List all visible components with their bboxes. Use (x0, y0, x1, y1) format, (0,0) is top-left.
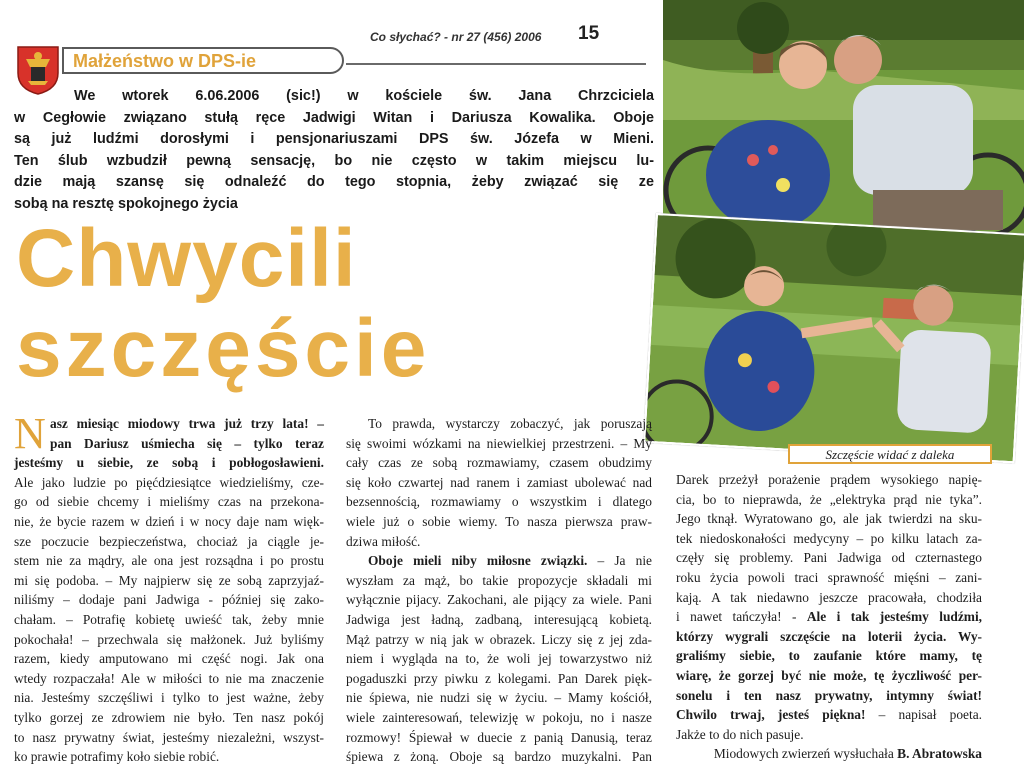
drop-cap: N (14, 409, 46, 458)
lead-line: są już ludźmi dorosłymi i pensjonariuszami DPS św. Józefa w Mieni. (14, 131, 654, 147)
text-line: stem nie za mądry, ale ona jest rozsądna i po prostu (14, 553, 324, 569)
lead-line: Ten ślub wzbudził pewną sensację, bo nie często w takim miejscu lu- (14, 152, 654, 169)
publication-info: Co słychać? - nr 27 (456) 2006 (370, 30, 542, 44)
text-line: pokochała! – przechwala się małżonek. Już byliśmy (14, 631, 324, 647)
text-line: Chwilo trwaj, jesteś piękna! – napisał poeta. (676, 707, 982, 723)
text-line: nie, że bycie razem w dzień i w nocy daje nam więk- (14, 513, 324, 529)
text-line: To prawda, wystarczy zobaczyć, jak poruszają (368, 416, 652, 431)
text-line: bezsennością, rozmawiamy o wszystkim i dlatego (346, 494, 652, 510)
text-line: sze poczucie bezpieczeństwa, chociaż ja ciągle je- (14, 533, 324, 549)
text-line: asz miesiąc miodowy trwa już trzy lata! – (50, 416, 324, 431)
header-rule (346, 63, 646, 65)
lead-paragraph (14, 86, 654, 215)
photo-couple-kiss (663, 0, 1024, 244)
text-line: niliśmy – dodaje pani Jadwiga - później się zako- (14, 592, 324, 608)
section-title: Małżeństwo w DPS-ie (73, 51, 257, 71)
text-line: którzy wygrali szczęście na loterii życia. Wy- (676, 628, 982, 644)
text-line: Jakże to do nich pasuje. (676, 726, 804, 742)
text-line: się swoimi wózkami na niewielkiej przestrzeni. – My (346, 435, 652, 451)
text-line: częły się problemy. Pani Jadwiga od czternastego (676, 550, 982, 566)
body-column-3 (676, 470, 982, 764)
text-line: cia, bo to nieprawda, że „elektryka prąd nie tyka”. (676, 491, 982, 507)
text-line: go od siebie chcemy i mieliśmy czas na przekona- (14, 494, 324, 510)
text-line: wiarę, że gorzej być nie może, tę życzliwość per- (676, 667, 982, 683)
text-line: roku życia powoli traci sprawność mięśni – zani- (676, 569, 982, 585)
text-line: chałam. – Potrafię kobietę uwieść tak, żeby mnie (14, 611, 324, 627)
text-line: graliśmy siebie, to zaufanie które mamy, tę (676, 648, 982, 664)
text-line: i nawet tańczyła! - Ale i tak jesteśmy ludźmi, (676, 609, 983, 625)
text-line: niem i wygląda na to, że woli jej towarzystwo niż (346, 651, 652, 667)
text-line: dziwa miłość. (346, 533, 421, 549)
lead-line: sobą na resztę spokojnego życia (14, 195, 238, 212)
text-line: się koło czwartej nad ranem i zamiast ubolewać nad (346, 474, 652, 490)
text-line: mi się podoba. – My najpierw się ze sobą zaprzyjaź- (14, 572, 324, 588)
text-line: Darek przeżył porażenie prądem wysokiego napię- (676, 472, 982, 487)
text-line: nie śpiewa, nie nudzi się w życiu. – Mamy kościół, (346, 690, 652, 706)
text-line: Ale jako ludzie po pięćdziesiątce wiedzieliśmy, cze- (14, 474, 324, 490)
photo-couple-holding-hands (643, 213, 1024, 463)
text-line: tek niedoskonałości medycyny – po kilku latach za- (676, 530, 982, 546)
section-label (62, 47, 344, 74)
text-line: sonelu i ten nasz prywatny, intymny świat! (676, 687, 982, 703)
text-line: cały czas ze sobą rozmawiamy, czasem obudzimy (346, 455, 652, 471)
page-number: 15 (578, 23, 600, 44)
lead-line: dzie mają szansę się odnaleźć do tego stopnia, żeby związać się ze (14, 174, 654, 190)
text-line: wiele już o sobie wiemy. To nasza pierwsza praw- (346, 513, 652, 529)
headline-line-2: szczęście (16, 303, 431, 394)
text-line: wyszłam za mąż, bo takie propozycje składali mi (346, 572, 652, 588)
text-line: Mąż patrzy w nią jak w obrazek. Liczy się z jej zda- (346, 631, 652, 647)
text-line: Miodowych zwierzeń wysłuchała B. Abratowska (713, 746, 982, 762)
headline-line-1: Chwycili (16, 213, 357, 304)
text-line: rozmowy! Śpiewał w duecie z panią Danusią, teraz (346, 729, 652, 745)
text-line: to nasz prywatny świat, jesteśmy niezależni, wszyst- (14, 729, 324, 745)
text-line: Jadwiga jest ładną, zadbaną, interesującą kobietą. (346, 611, 652, 627)
lead-line: We wtorek 6.06.2006 (sic!) w kościele św. Jana Chrzciciela (74, 88, 654, 104)
text-line: ko prawie potrafimy koło siebie robić. (14, 749, 220, 765)
text-line: wtedy rozpaczała! Ale w miłości to nie ma znaczenie (14, 670, 324, 686)
text-line: pogaduszki przy piwku z kolegami. Pan Darek pięk- (346, 670, 652, 686)
text-line: jesteśmy u siebie, ze sobą i pobłogosławieni. (14, 455, 324, 471)
photo-caption: Szczęście widać z daleka (788, 444, 992, 464)
text-line: razem, kiedy amputowano mi część nogi. Jak ona (14, 651, 324, 667)
text-line: wyłącznie pijacy. Zakochani, ale pijący za wiele. Pani (346, 592, 652, 608)
text-line: nia. Jesteśmy szczęśliwi i tylko to jest ważne, żeby (14, 690, 324, 706)
text-line: wiele zainteresowań, telewizję w pokoju, no i nasze (346, 709, 652, 725)
text-line: tylko gorzej ze zdrowiem nie było. Ten nasz pokój (14, 709, 324, 725)
text-line: śpiewa z żoną. Oboje są bardzo muzykalni. Pan (346, 749, 652, 765)
text-line: pan Dariusz uśmiecha się – tylko teraz (50, 435, 324, 451)
body-column-2 (346, 414, 652, 767)
text-line: Jego tknął. Wyratowano go, ale jak twierdzi na sku- (676, 511, 982, 527)
text-line: Oboje mieli niby miłosne związki. – Ja nie (368, 553, 652, 569)
lead-line: w Cegłowie związano stułą ręce Jadwigi Witan i Dariusza Kowalika. Oboje (14, 109, 654, 126)
body-column-1 (14, 409, 324, 767)
text-line: kają. A tak niedawno jeszcze pracowała, chodziła (676, 589, 982, 605)
